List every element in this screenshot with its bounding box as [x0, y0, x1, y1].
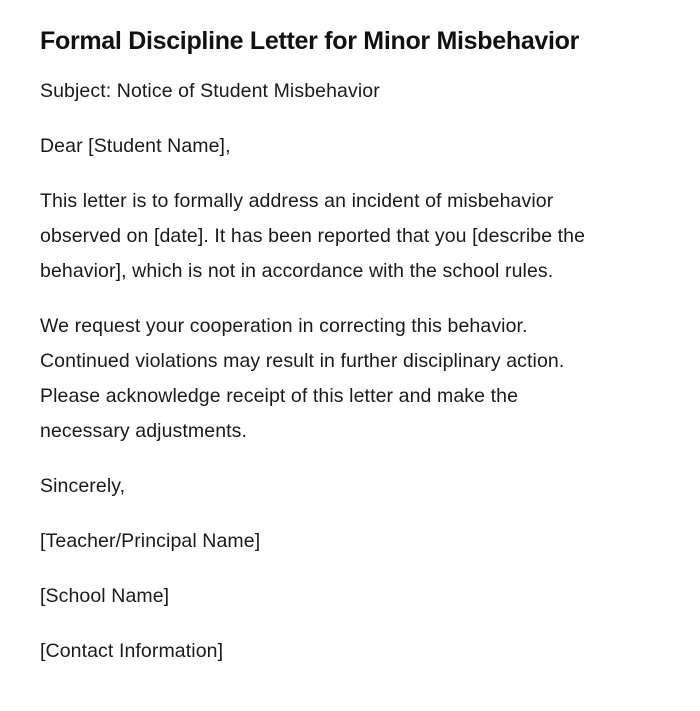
letter-subject: Subject: Notice of Student Misbehavior	[40, 80, 380, 102]
letter-closing: Sincerely,	[40, 475, 126, 497]
letter-salutation: Dear [Student Name],	[40, 135, 231, 157]
letter-signer-name: [Teacher/Principal Name]	[40, 530, 261, 552]
letter-title: Formal Discipline Letter for Minor Misbehavior	[40, 27, 580, 55]
letter-contact-info: [Contact Information]	[40, 640, 224, 662]
letter-school-name: [School Name]	[40, 585, 170, 607]
letter-paragraph-incident: This letter is to formally address an incident of misbehavior observed on [date]. It has been reported that you [describe the behavior], which is not in accordance with the school rules.	[40, 190, 586, 282]
letter-paragraph-request: We request your cooperation in correcting this behavior. Continued violations may result in further disciplinary action. Please acknowledge receipt of this letter and make the necessary adjustments.	[40, 315, 565, 442]
